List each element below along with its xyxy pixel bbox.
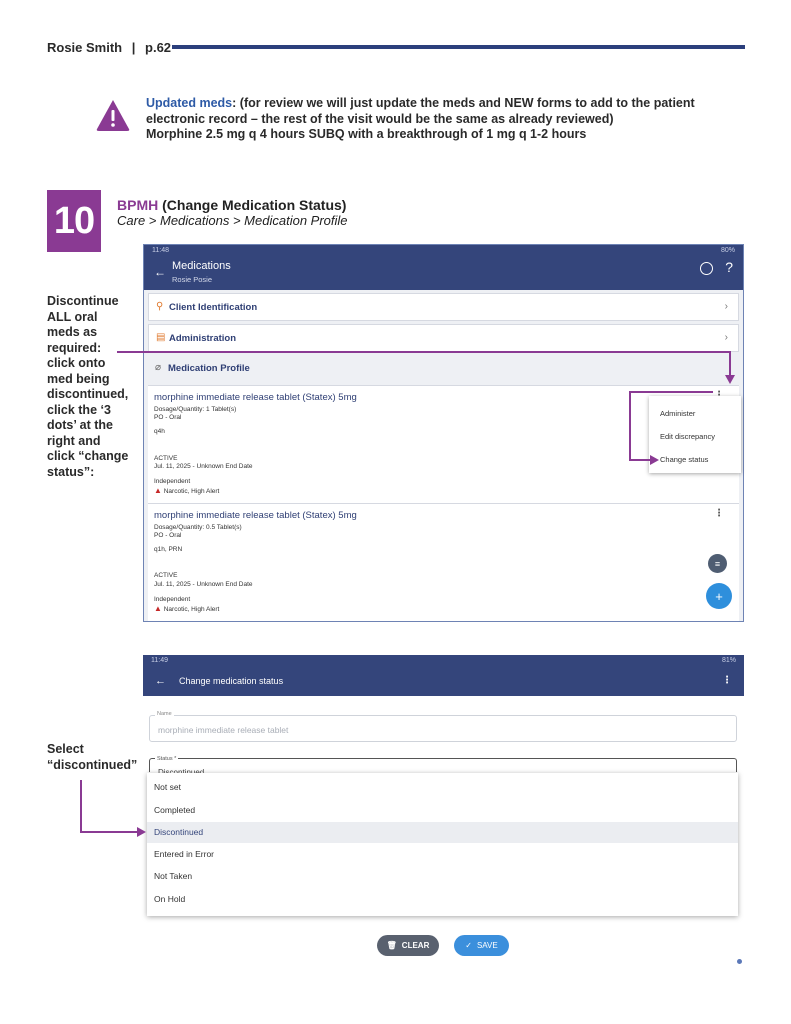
section-label: Client Identification <box>169 302 258 313</box>
med-dates: Jul. 11, 2025 - Unknown End Date <box>154 581 253 588</box>
status-time: 11:49 <box>151 657 168 664</box>
menu-item-administer[interactable]: Administer <box>660 409 696 418</box>
option-discontinued[interactable]: Discontinued <box>147 822 738 843</box>
med-route: PO - Oral <box>154 532 182 539</box>
status-field-label: Status * <box>157 756 177 762</box>
section-label: Administration <box>169 333 237 344</box>
chevron-right-icon: › <box>724 301 728 312</box>
chevron-right-icon: › <box>724 332 728 343</box>
option-not-taken[interactable]: Not Taken <box>154 871 193 881</box>
menu-item-change-status[interactable]: Change status <box>660 455 709 464</box>
med-independence: Independent <box>154 478 191 485</box>
warning-heading: Updated meds <box>146 96 233 110</box>
filter-icon: ≡ <box>714 558 721 569</box>
instruction-discontinue: Discontinue ALL oral meds as required: click onto med being discontinued, click the ‘3 dots’ at the right and click “change status”: <box>47 294 129 479</box>
more-vert-icon[interactable]: ⋮ <box>714 508 724 519</box>
status-time: 11:48 <box>152 247 169 254</box>
person-icon: ⚲ <box>156 301 164 312</box>
med-independence: Independent <box>154 596 191 603</box>
med-frequency: q1h, PRN <box>154 546 183 553</box>
section-label: Medication Profile <box>168 363 250 374</box>
screen-title: Change medication status <box>179 676 284 686</box>
med-frequency: q4h <box>154 428 165 435</box>
add-fab[interactable]: + <box>706 583 732 609</box>
alert-triangle-icon: ▲ <box>154 486 162 495</box>
author-name: Rosie Smith <box>47 40 123 55</box>
med-name: morphine immediate release tablet (Statex) 5mg <box>154 510 357 521</box>
help-icon[interactable]: ? <box>725 259 733 275</box>
option-entered-in-error[interactable]: Entered in Error <box>154 849 214 859</box>
status-battery: 80% <box>720 247 735 254</box>
clear-button-label: CLEAR <box>401 941 430 950</box>
med-dosage: Dosage/Quantity: 1 Tablet(s) <box>154 406 237 413</box>
arrow-to-change-status <box>630 392 716 460</box>
med-status: ACTIVE <box>154 455 178 462</box>
screen-title: Medications <box>172 260 231 272</box>
back-arrow-icon[interactable]: ← <box>154 265 166 279</box>
warning-dose: Morphine 2.5 mg q 4 hours SUBQ with a breakthrough of 1 mg q 1-2 hours <box>146 127 587 141</box>
pill-icon: ⌀ <box>155 362 162 373</box>
trash-icon: 🗑 <box>386 941 397 950</box>
med-name: morphine immediate release tablet (Statex) 5mg <box>154 392 357 403</box>
step-title-suffix: (Change Medication Status) <box>158 197 347 213</box>
step-breadcrumb: Care > Medications > Medication Profile <box>117 213 348 228</box>
arrow-to-discontinued <box>81 780 138 832</box>
calendar-icon: ▤ <box>156 332 166 343</box>
name-field-label: Name <box>157 711 172 717</box>
alert-triangle-icon: ▲ <box>154 604 162 613</box>
option-not-set[interactable]: Not set <box>154 782 181 792</box>
instruction-select: Select “discontinued” <box>47 742 138 772</box>
med-dates: Jul. 11, 2025 - Unknown End Date <box>154 463 253 470</box>
back-arrow-icon[interactable]: ← <box>155 675 166 687</box>
save-button-label: SAVE <box>476 941 498 950</box>
check-icon: ✓ <box>465 941 472 950</box>
med-dosage: Dosage/Quantity: 0.5 Tablet(s) <box>154 524 242 531</box>
name-field-value: morphine immediate release tablet <box>158 725 289 735</box>
status-battery: 81% <box>721 657 736 664</box>
med-status: ACTIVE <box>154 572 178 579</box>
arrow-to-dots <box>117 352 730 377</box>
page-number: p.62 <box>145 40 172 55</box>
more-vert-icon[interactable]: ⋮ <box>722 675 732 686</box>
med-route: PO - Oral <box>154 414 182 421</box>
med-alert-text: Narcotic, High Alert <box>163 606 220 613</box>
step-title-prefix: BPMH <box>117 197 159 213</box>
header-separator: | <box>131 40 136 55</box>
menu-item-edit-discrepancy[interactable]: Edit discrepancy <box>660 432 716 441</box>
option-completed[interactable]: Completed <box>154 805 196 815</box>
screen-subtitle: Rosie Posie <box>172 275 213 284</box>
med-alert-text: Narcotic, High Alert <box>163 488 220 495</box>
warning-text: : (for review we will just update the meds and NEW forms to add to the patient electronic record – the rest of the visit would be the same as already reviewed) <box>146 96 695 126</box>
step-number: 10 <box>47 190 101 252</box>
option-on-hold[interactable]: On Hold <box>154 894 186 904</box>
